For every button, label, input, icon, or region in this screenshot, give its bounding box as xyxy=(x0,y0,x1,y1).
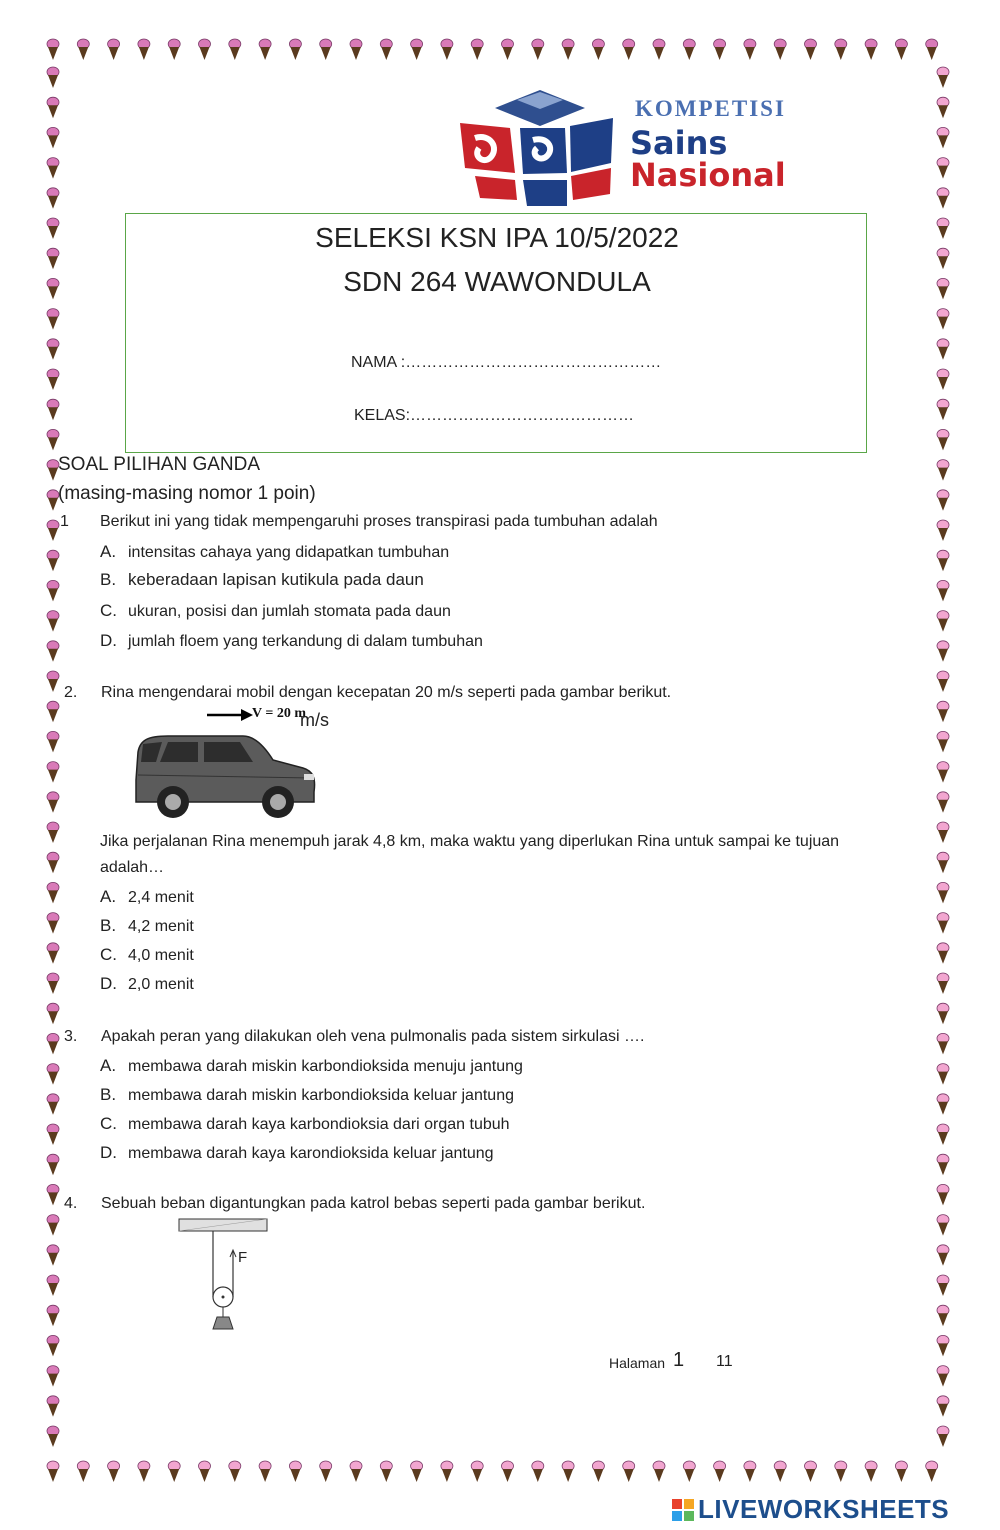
ice-cream-icon xyxy=(47,943,59,964)
option-text: intensitas cahaya yang didapatkan tumbuhan xyxy=(128,544,450,561)
ice-cream-icon xyxy=(937,97,949,118)
ice-cream-icon xyxy=(47,248,59,269)
ice-cream-icon xyxy=(937,520,949,541)
force-label: F xyxy=(238,1249,248,1266)
question-1-number: 1 xyxy=(60,513,69,530)
ice-cream-icon xyxy=(744,1461,756,1482)
ice-cream-icon xyxy=(471,39,483,60)
ice-cream-icon xyxy=(653,39,665,60)
ice-cream-icon xyxy=(865,1461,877,1482)
option-text: membawa darah kaya karbondioksia dari organ tubuh xyxy=(128,1116,510,1133)
ice-cream-icon xyxy=(441,39,453,60)
ice-cream-icon xyxy=(199,39,211,60)
option-letter: B. xyxy=(100,916,117,935)
ice-cream-icon xyxy=(937,973,949,994)
question-1-option-b[interactable] xyxy=(100,570,424,590)
ice-cream-icon xyxy=(562,39,574,60)
ice-cream-icon xyxy=(937,1215,949,1236)
ice-cream-icon xyxy=(937,188,949,209)
question-1-option-d[interactable] xyxy=(100,631,483,651)
option-text: 4,2 menit xyxy=(128,918,194,935)
ice-cream-icon xyxy=(937,248,949,269)
ice-cream-icon xyxy=(937,1305,949,1326)
ice-cream-icon xyxy=(937,67,949,88)
ice-cream-icon xyxy=(937,1124,949,1145)
ice-cream-icon xyxy=(47,188,59,209)
liveworksheets-logo-icon xyxy=(672,1499,694,1521)
ice-cream-icon xyxy=(865,39,877,60)
ice-cream-icon xyxy=(229,1461,241,1482)
ice-cream-icon xyxy=(937,611,949,632)
ice-cream-icon xyxy=(532,1461,544,1482)
option-text: 2,0 menit xyxy=(128,976,194,993)
ice-cream-icon xyxy=(937,1275,949,1296)
ice-cream-icon xyxy=(350,39,362,60)
question-3-option-d[interactable] xyxy=(100,1143,494,1163)
ice-cream-icon xyxy=(937,1184,949,1205)
ice-cream-icon xyxy=(47,218,59,239)
question-3-text: Apakah peran yang dilakukan oleh vena pulmonalis pada sistem sirkulasi …. xyxy=(101,1028,645,1045)
school-name: SDN 264 WAWONDULA xyxy=(343,266,651,297)
logo-sains: Sains xyxy=(630,124,728,162)
ice-cream-icon xyxy=(108,1461,120,1482)
question-2-text: Rina mengendarai mobil dengan kecepatan 20 m/s seperti pada gambar berikut. xyxy=(101,684,672,701)
ice-cream-icon xyxy=(926,1461,938,1482)
section-title: SOAL PILIHAN GANDA xyxy=(58,454,261,475)
option-text: keberadaan lapisan kutikula pada daun xyxy=(128,570,424,589)
ice-cream-icon xyxy=(47,1396,59,1417)
ice-cream-icon xyxy=(47,822,59,843)
ice-cream-icon xyxy=(937,369,949,390)
cube-logo-icon xyxy=(455,88,620,208)
ice-cream-icon xyxy=(47,580,59,601)
ice-cream-icon xyxy=(937,731,949,752)
ice-cream-icon xyxy=(774,39,786,60)
ice-cream-icon xyxy=(937,1033,949,1054)
option-letter: B. xyxy=(100,1085,117,1104)
ice-cream-icon xyxy=(441,1461,453,1482)
ice-cream-icon xyxy=(138,39,150,60)
ice-cream-icon xyxy=(774,1461,786,1482)
ice-cream-icon xyxy=(47,339,59,360)
ice-cream-icon xyxy=(532,39,544,60)
ice-cream-icon xyxy=(47,158,59,179)
ice-cream-icon xyxy=(47,97,59,118)
ice-cream-icon xyxy=(937,762,949,783)
ice-cream-icon xyxy=(805,1461,817,1482)
ice-cream-icon xyxy=(77,1461,89,1482)
logo-nasional: Nasional xyxy=(630,156,786,194)
ice-cream-icon xyxy=(471,1461,483,1482)
ice-cream-icon xyxy=(937,309,949,330)
section-subtitle: (masing-masing nomor 1 poin) xyxy=(58,483,316,504)
ice-cream-icon xyxy=(47,127,59,148)
ice-cream-icon xyxy=(937,1094,949,1115)
ice-cream-icon xyxy=(937,158,949,179)
question-3-option-c[interactable] xyxy=(100,1114,510,1134)
ice-cream-icon xyxy=(47,762,59,783)
option-text: membawa darah kaya karondioksida keluar jantung xyxy=(128,1145,494,1162)
option-letter: A. xyxy=(100,542,117,561)
ice-cream-icon xyxy=(47,731,59,752)
ice-cream-icon xyxy=(229,39,241,60)
ice-cream-icon xyxy=(592,1461,604,1482)
ice-cream-icon xyxy=(47,1245,59,1266)
ice-cream-icon xyxy=(77,39,89,60)
option-letter: D. xyxy=(100,974,117,993)
ice-cream-icon xyxy=(47,1366,59,1387)
ice-cream-icon xyxy=(937,852,949,873)
ice-cream-icon xyxy=(937,550,949,571)
ice-cream-icon xyxy=(47,792,59,813)
ice-cream-icon xyxy=(623,1461,635,1482)
ice-cream-icon xyxy=(47,520,59,541)
option-text: 4,0 menit xyxy=(128,947,194,964)
ice-cream-icon xyxy=(380,39,392,60)
ice-cream-icon xyxy=(47,913,59,934)
ice-cream-icon xyxy=(47,278,59,299)
ice-cream-icon xyxy=(562,1461,574,1482)
ice-cream-icon xyxy=(47,1426,59,1447)
ice-cream-icon xyxy=(380,1461,392,1482)
question-3-number: 3. xyxy=(64,1028,78,1045)
question-1-option-c[interactable] xyxy=(100,601,451,621)
ice-cream-icon xyxy=(744,39,756,60)
ice-cream-icon xyxy=(937,339,949,360)
option-text: membawa darah miskin karbondioksida menuju jantung xyxy=(128,1058,523,1075)
question-1-option-a[interactable] xyxy=(100,542,449,562)
ice-cream-icon xyxy=(937,882,949,903)
option-text: membawa darah miskin karbondioksida keluar jantung xyxy=(128,1087,514,1104)
ice-cream-icon xyxy=(937,913,949,934)
ice-cream-icon xyxy=(937,580,949,601)
ice-cream-icon xyxy=(683,39,695,60)
ice-cream-icon xyxy=(289,1461,301,1482)
option-letter: C. xyxy=(100,601,117,620)
ice-cream-icon xyxy=(47,550,59,571)
ice-cream-icon xyxy=(350,1461,362,1482)
question-4-text: Sebuah beban digantungkan pada katrol bebas seperti pada gambar berikut. xyxy=(101,1195,646,1212)
ice-cream-icon xyxy=(47,701,59,722)
question-2-followup-line2: adalah… xyxy=(100,859,165,876)
ice-cream-icon xyxy=(47,1124,59,1145)
ice-cream-icon xyxy=(47,39,59,60)
question-2-option-d[interactable] xyxy=(100,974,194,994)
ice-cream-icon xyxy=(653,1461,665,1482)
option-text: 2,4 menit xyxy=(128,889,194,906)
ksn-logo xyxy=(455,88,830,208)
ice-cream-icon xyxy=(47,1003,59,1024)
ice-cream-icon xyxy=(138,1461,150,1482)
ice-cream-icon xyxy=(937,943,949,964)
ice-cream-icon xyxy=(47,1154,59,1175)
option-letter: D. xyxy=(100,631,117,650)
ice-cream-icon xyxy=(937,1003,949,1024)
ice-cream-icon xyxy=(259,1461,271,1482)
ice-cream-icon xyxy=(937,1064,949,1085)
question-3-option-a[interactable] xyxy=(100,1056,523,1076)
question-3-option-b[interactable] xyxy=(100,1085,514,1105)
ice-cream-icon xyxy=(937,1366,949,1387)
car-image xyxy=(128,730,318,820)
ice-cream-icon xyxy=(805,39,817,60)
ice-cream-icon xyxy=(592,39,604,60)
ice-cream-icon xyxy=(937,429,949,450)
ice-cream-icon xyxy=(937,399,949,420)
ice-cream-icon xyxy=(937,1245,949,1266)
ice-cream-icon xyxy=(47,1215,59,1236)
ice-cream-icon xyxy=(320,39,332,60)
page-total: 11 xyxy=(716,1353,733,1370)
option-letter: D. xyxy=(100,1143,117,1162)
ice-cream-icon xyxy=(47,1461,59,1482)
ice-cream-icon xyxy=(168,1461,180,1482)
ice-cream-icon xyxy=(714,1461,726,1482)
ice-cream-icon xyxy=(47,369,59,390)
ice-cream-icon xyxy=(47,1305,59,1326)
question-2-option-a[interactable] xyxy=(100,887,194,907)
ice-cream-icon xyxy=(937,1335,949,1356)
ice-cream-icon xyxy=(895,39,907,60)
pulley-diagram xyxy=(175,1217,275,1335)
ice-cream-icon xyxy=(937,460,949,481)
ice-cream-icon xyxy=(937,1396,949,1417)
ice-cream-icon xyxy=(411,39,423,60)
ice-cream-icon xyxy=(47,973,59,994)
ice-cream-icon xyxy=(895,1461,907,1482)
question-2-number: 2. xyxy=(64,684,78,701)
ice-cream-icon xyxy=(835,39,847,60)
question-2-followup-line1: Jika perjalanan Rina menempuh jarak 4,8 km, maka waktu yang diperlukan Rina untuk sampai ke tujuan xyxy=(100,833,840,850)
ice-cream-icon xyxy=(199,1461,211,1482)
logo-kompetisi: KOMPETISI xyxy=(635,96,786,121)
ice-cream-icon xyxy=(47,671,59,692)
ice-cream-icon xyxy=(47,1275,59,1296)
ice-cream-icon xyxy=(714,39,726,60)
velocity-label: V = 20 m xyxy=(252,706,306,721)
ice-cream-icon xyxy=(168,39,180,60)
ice-cream-icon xyxy=(937,671,949,692)
name-field[interactable]: NAMA :………………………………………… xyxy=(351,354,662,371)
ice-cream-icon xyxy=(937,701,949,722)
ice-cream-icon xyxy=(47,1064,59,1085)
ice-cream-icon xyxy=(47,852,59,873)
ice-cream-icon xyxy=(623,39,635,60)
page-label: Halaman xyxy=(609,1355,666,1371)
question-1-text: Berikut ini yang tidak mempengaruhi proses transpirasi pada tumbuhan adalah xyxy=(100,513,658,530)
ice-cream-icon xyxy=(937,218,949,239)
option-letter: A. xyxy=(100,1056,117,1075)
velocity-unit: m/s xyxy=(300,710,329,730)
ice-cream-icon xyxy=(47,1033,59,1054)
ice-cream-icon xyxy=(47,399,59,420)
ice-cream-icon xyxy=(937,490,949,511)
ice-cream-icon xyxy=(47,882,59,903)
ice-cream-icon xyxy=(502,1461,514,1482)
header-box xyxy=(125,213,867,453)
ice-cream-icon xyxy=(937,127,949,148)
question-2-option-b[interactable] xyxy=(100,916,194,936)
question-2-option-c[interactable] xyxy=(100,945,194,965)
ice-cream-icon xyxy=(937,278,949,299)
ice-cream-icon xyxy=(47,641,59,662)
ice-cream-icon xyxy=(289,39,301,60)
velocity-arrow-icon xyxy=(205,707,255,723)
ice-cream-icon xyxy=(320,1461,332,1482)
ice-cream-icon xyxy=(926,39,938,60)
ice-cream-icon xyxy=(937,641,949,662)
ice-cream-icon xyxy=(937,792,949,813)
ice-cream-icon xyxy=(683,1461,695,1482)
ice-cream-icon xyxy=(47,1184,59,1205)
ice-cream-icon xyxy=(259,39,271,60)
watermark-text: LIVEWORKSHEETS xyxy=(698,1494,950,1524)
option-text: ukuran, posisi dan jumlah stomata pada daun xyxy=(128,603,451,620)
ice-cream-icon xyxy=(47,429,59,450)
class-field[interactable]: KELAS:…………………………………… xyxy=(354,407,635,424)
option-letter: A. xyxy=(100,887,117,906)
ice-cream-icon xyxy=(47,1094,59,1115)
option-letter: C. xyxy=(100,1114,117,1133)
ice-cream-icon xyxy=(835,1461,847,1482)
ice-cream-icon xyxy=(47,611,59,632)
option-letter: C. xyxy=(100,945,117,964)
ice-cream-icon xyxy=(502,39,514,60)
page-number: 1 xyxy=(673,1349,685,1371)
exam-title: SELEKSI KSN IPA 10/5/2022 xyxy=(315,222,679,253)
question-4-number: 4. xyxy=(64,1195,78,1212)
option-text: jumlah floem yang terkandung di dalam tumbuhan xyxy=(128,633,483,650)
ice-cream-icon xyxy=(47,1335,59,1356)
ice-cream-icon xyxy=(937,1154,949,1175)
ice-cream-icon xyxy=(411,1461,423,1482)
ice-cream-icon xyxy=(937,1426,949,1447)
ice-cream-icon xyxy=(47,309,59,330)
option-letter: B. xyxy=(100,570,117,589)
ice-cream-icon xyxy=(47,67,59,88)
ice-cream-icon xyxy=(937,822,949,843)
ice-cream-icon xyxy=(108,39,120,60)
